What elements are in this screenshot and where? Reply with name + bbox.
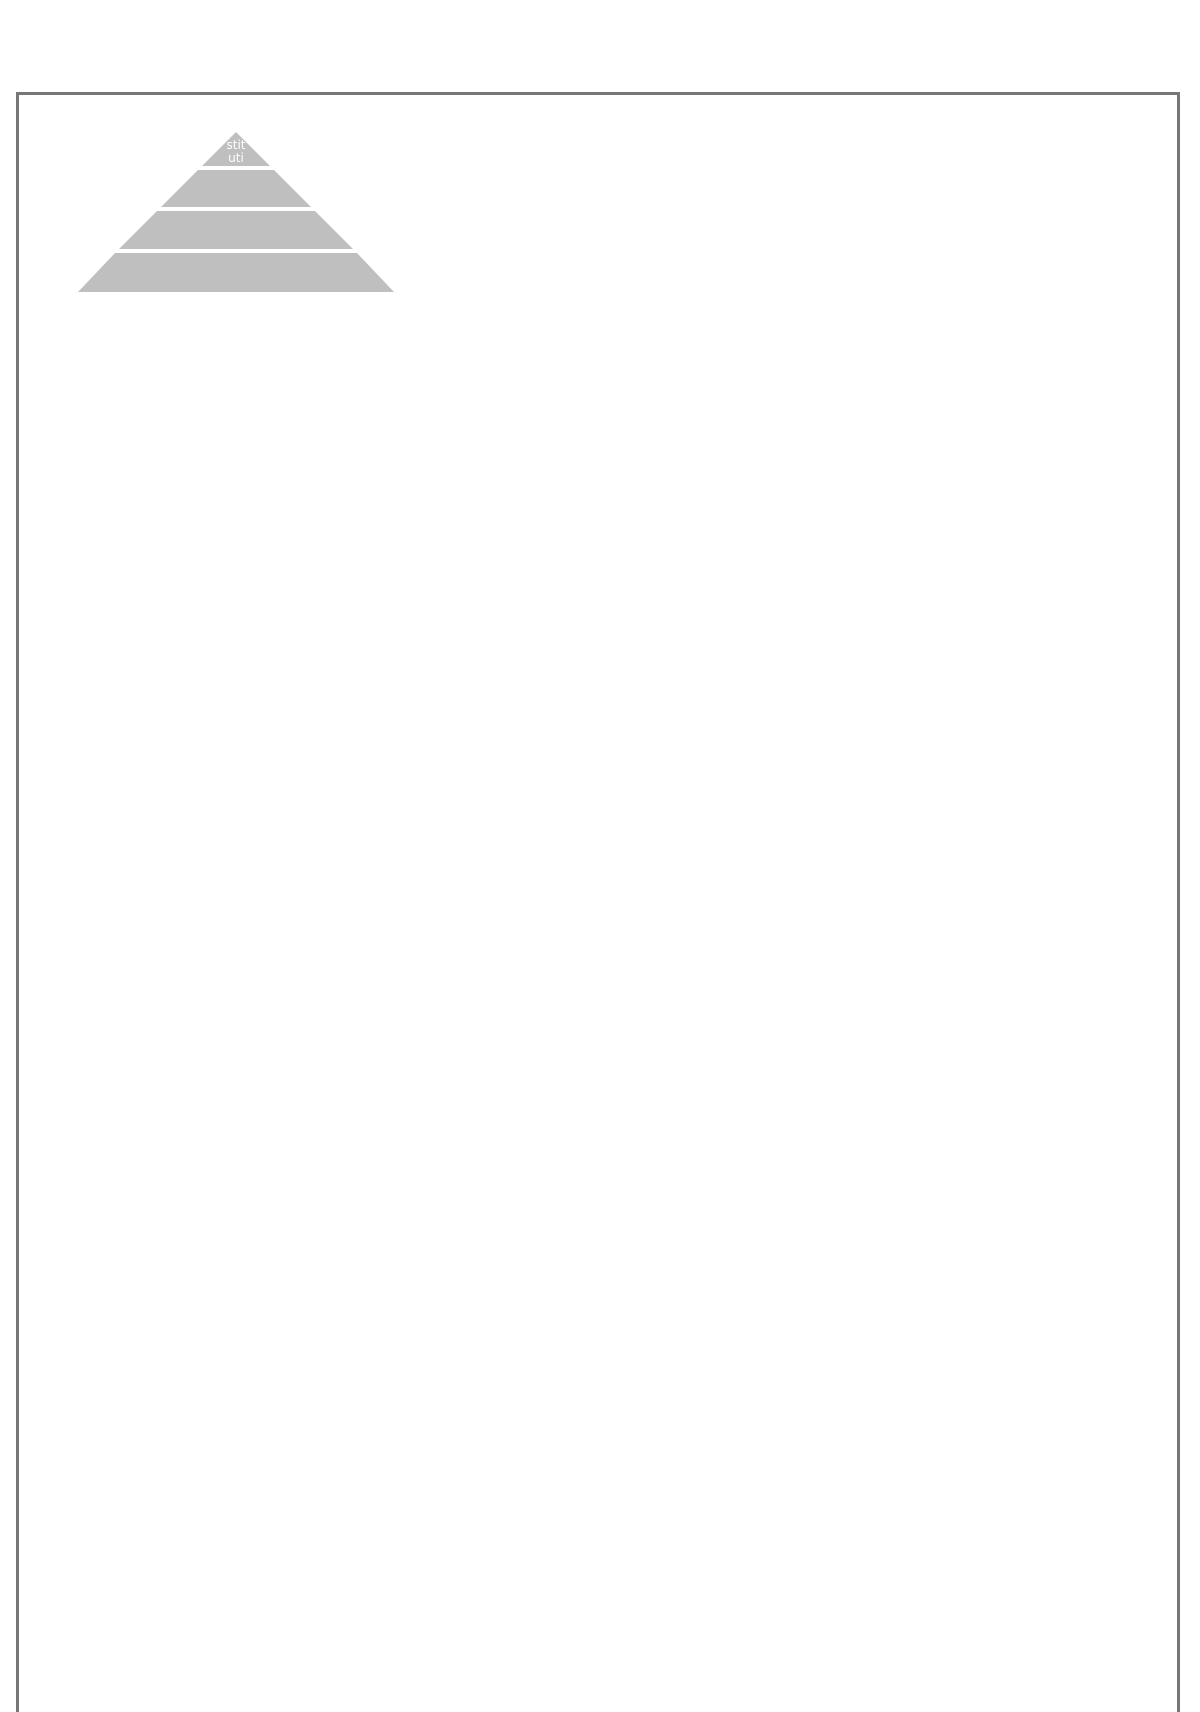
document-body xyxy=(72,101,1128,468)
pyramid-level-loi xyxy=(119,211,353,249)
norms-pyramid-diagram xyxy=(74,132,394,312)
pyramid-level-reglements xyxy=(78,253,394,292)
pyramid-level-loi-organique xyxy=(161,170,311,207)
pyramid-label-constitution: stit uti xyxy=(226,138,246,166)
